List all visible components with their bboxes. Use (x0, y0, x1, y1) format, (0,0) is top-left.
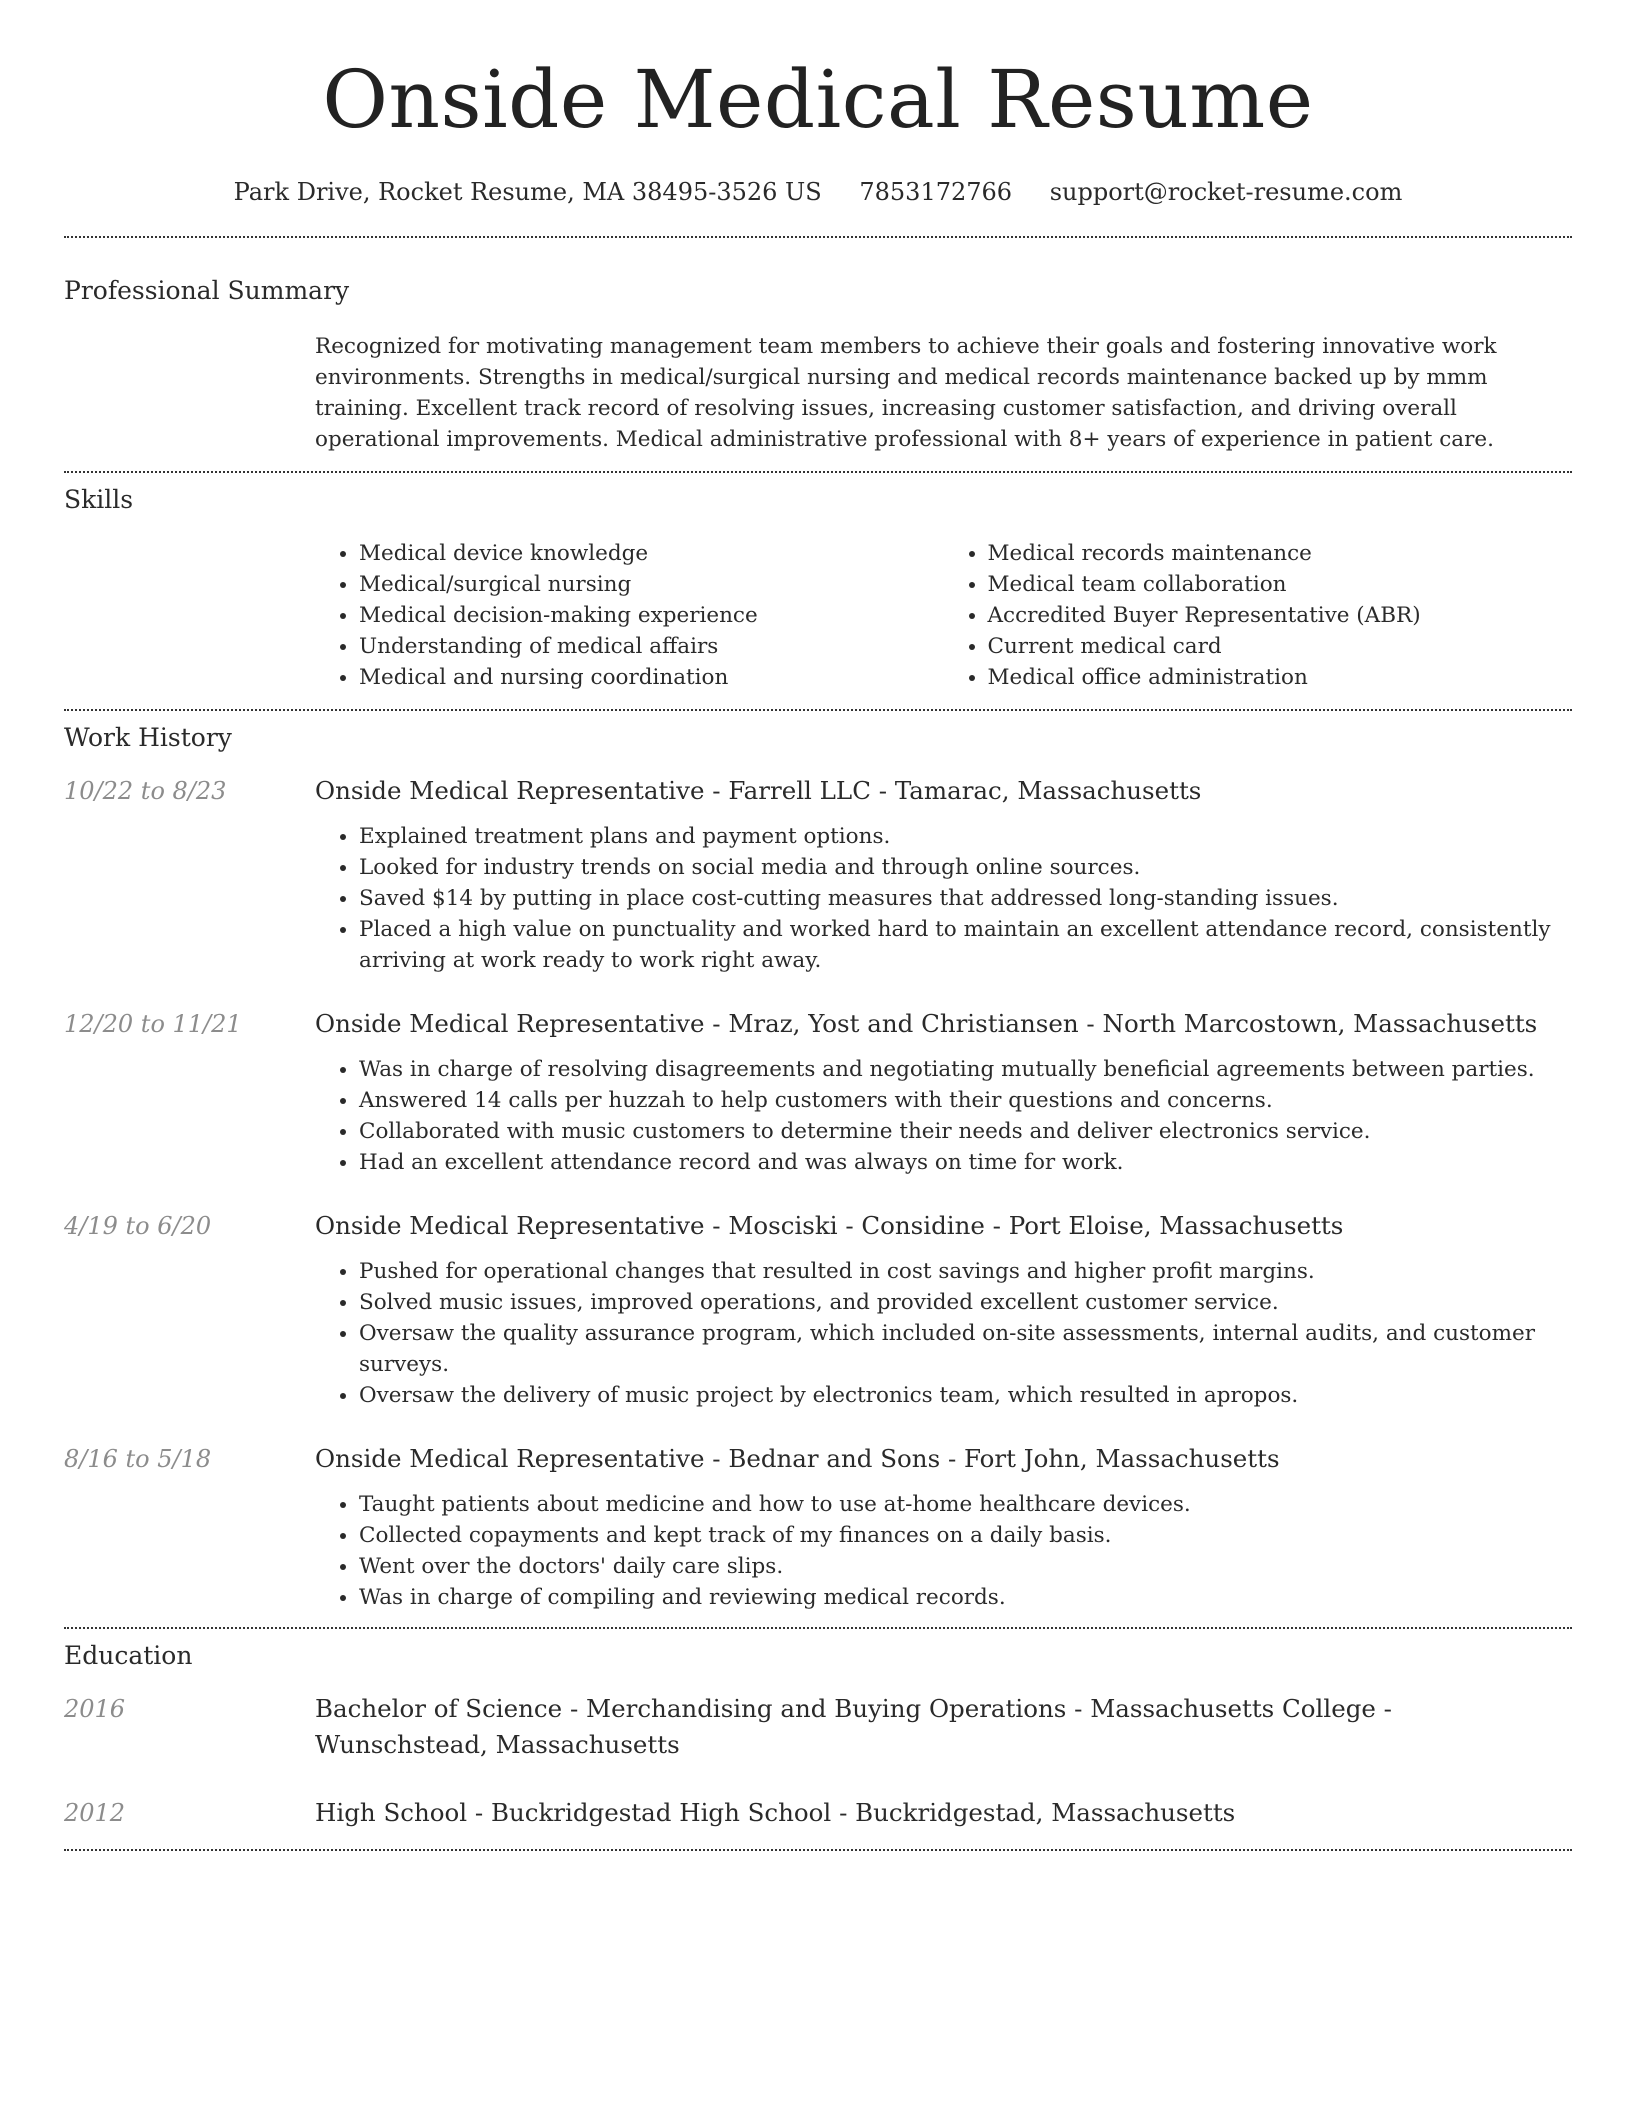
education-entry (64, 1691, 1572, 1763)
education-heading: High School - Buckridgestad High School - Buckridgestad, Massachusetts (315, 1798, 1236, 1827)
job-company: Mosciski - Considine (728, 1211, 985, 1240)
job-bullets (315, 1489, 1572, 1613)
skill-item: • Medical device knowledge (359, 538, 944, 569)
job-bullet: • Was in charge of compiling and reviewing medical records. (359, 1582, 1572, 1613)
summary-title: Professional Summary (64, 276, 350, 305)
education-location: Wunschstead, Massachusetts (315, 1730, 680, 1759)
job-bullets (315, 821, 1572, 976)
job-heading: Onside Medical Representative - Bednar and Sons - Fort John, Massachusetts (315, 1444, 1280, 1473)
job-heading: Onside Medical Representative - Mosciski - Considine - Port Eloise, Massachusetts (315, 1211, 1344, 1240)
resume-name: Onside Medical Resume (322, 53, 1314, 146)
job-bullet: • Pushed for operational changes that resulted in cost savings and higher profit margins. (359, 1256, 1572, 1287)
education-location: Buckridgestad, Massachusetts (855, 1798, 1236, 1827)
job-bullet: • Had an excellent attendance record and was always on time for work. (359, 1147, 1572, 1178)
skill-item: • Medical/surgical nursing (359, 569, 944, 600)
education-entry (64, 1795, 1572, 1831)
job-heading: Onside Medical Representative - Mraz, Yost and Christiansen - North Marcostown, Massachusetts (315, 1009, 1538, 1038)
education-year: 2012 (64, 1799, 126, 1827)
contact-email: support@rocket-resume.com (1049, 178, 1403, 206)
education-title: Education (64, 1641, 193, 1670)
job-bullet: • Collaborated with music customers to determine their needs and deliver electronics service. (359, 1116, 1572, 1147)
education-degree: Bachelor of Science (315, 1694, 563, 1723)
skill-item: • Accredited Buyer Representative (ABR) (988, 600, 1573, 631)
contact-line (64, 178, 1572, 206)
job-location: Tamarac, Massachusetts (894, 776, 1202, 805)
education-year: 2016 (64, 1695, 126, 1723)
job-entry (64, 773, 1572, 976)
work-title: Work History (64, 723, 232, 752)
job-company: Mraz, Yost and Christiansen (728, 1009, 1079, 1038)
skill-item: • Medical office administration (988, 662, 1573, 693)
education-field: Merchandising and Buying Operations (586, 1694, 1067, 1723)
divider (64, 1627, 1572, 1629)
job-dates: 10/22 to 8/23 (64, 777, 227, 805)
job-bullet: • Explained treatment plans and payment options. (359, 821, 1572, 852)
skills-title: Skills (64, 485, 134, 514)
job-bullet: • Solved music issues, improved operations, and provided excellent customer service. (359, 1287, 1572, 1318)
job-heading: Onside Medical Representative - Farrell LLC - Tamarac, Massachusetts (315, 776, 1202, 805)
job-location: North Marcostown, Massachusetts (1102, 1009, 1538, 1038)
job-dates: 4/19 to 6/20 (64, 1212, 212, 1240)
divider (64, 709, 1572, 711)
job-bullets (315, 1054, 1572, 1178)
skill-item: • Medical records maintenance (988, 538, 1573, 569)
job-dates: 12/20 to 11/21 (64, 1010, 242, 1038)
job-entry (64, 1006, 1572, 1178)
job-position: Onside Medical Representative (315, 776, 705, 805)
education-school: Buckridgestad High School (490, 1798, 832, 1827)
job-bullet: • Looked for industry trends on social media and through online sources. (359, 852, 1572, 883)
job-bullet: • Went over the doctors' daily care slips. (359, 1551, 1572, 1582)
job-bullet: • Was in charge of resolving disagreements and negotiating mutually beneficial agreements between parties. (359, 1054, 1572, 1085)
skills-column-left (315, 538, 944, 693)
skill-item: • Understanding of medical affairs (359, 631, 944, 662)
job-bullet: • Saved $14 by putting in place cost-cutting measures that addressed long-standing issues. (359, 883, 1572, 914)
skill-item: • Medical and nursing coordination (359, 662, 944, 693)
job-bullet: • Oversaw the delivery of music project by electronics team, which resulted in apropos. (359, 1380, 1572, 1411)
job-location: Port Eloise, Massachusetts (1008, 1211, 1344, 1240)
job-bullet: • Oversaw the quality assurance program, which included on-site assessments, internal audits, and customer surveys. (359, 1318, 1572, 1380)
skill-item: • Medical decision-making experience (359, 600, 944, 631)
skills-list (315, 538, 1572, 693)
resume-page (64, 0, 1572, 1851)
job-position: Onside Medical Representative (315, 1009, 705, 1038)
divider (64, 236, 1572, 238)
contact-phone: 7853172766 (859, 178, 1013, 206)
summary-text: Recognized for motivating management team members to achieve their goals and fostering innovative work environments. Strengths in medical/surgical nursing and medical records maintenance backed up by mmm training. Excellent track record of resolving issues, increasing customer satisfaction, and driving overall operational improvements. Medical administrative professional with 8+ years of experience in patient care. (315, 334, 1497, 452)
job-company: Farrell LLC (728, 776, 871, 805)
job-bullets (315, 1256, 1572, 1411)
job-company: Bednar and Sons (728, 1444, 941, 1473)
education-heading: Bachelor of Science - Merchandising and Buying Operations - Massachusetts College - Wunschstead, Massachusetts (315, 1694, 1392, 1759)
skills-column-right (944, 538, 1573, 693)
education-school: Massachusetts College (1090, 1694, 1376, 1723)
job-bullet: • Placed a high value on punctuality and worked hard to maintain an excellent attendance record, consistently arriving at work ready to work right away. (359, 914, 1572, 976)
divider (64, 471, 1572, 473)
job-location: Fort John, Massachusetts (964, 1444, 1280, 1473)
skill-item: • Medical team collaboration (988, 569, 1573, 600)
skill-item: • Current medical card (988, 631, 1573, 662)
job-bullet: • Taught patients about medicine and how to use at-home healthcare devices. (359, 1489, 1572, 1520)
job-bullet: • Answered 14 calls per huzzah to help customers with their questions and concerns. (359, 1085, 1572, 1116)
job-entry (64, 1441, 1572, 1613)
divider (64, 1849, 1572, 1851)
job-bullet: • Collected copayments and kept track of my finances on a daily basis. (359, 1520, 1572, 1551)
job-position: Onside Medical Representative (315, 1211, 705, 1240)
job-dates: 8/16 to 5/18 (64, 1445, 212, 1473)
job-entry (64, 1208, 1572, 1411)
education-degree: High School (315, 1798, 468, 1827)
contact-address: Park Drive, Rocket Resume, MA 38495-3526 US (233, 178, 822, 206)
job-position: Onside Medical Representative (315, 1444, 705, 1473)
